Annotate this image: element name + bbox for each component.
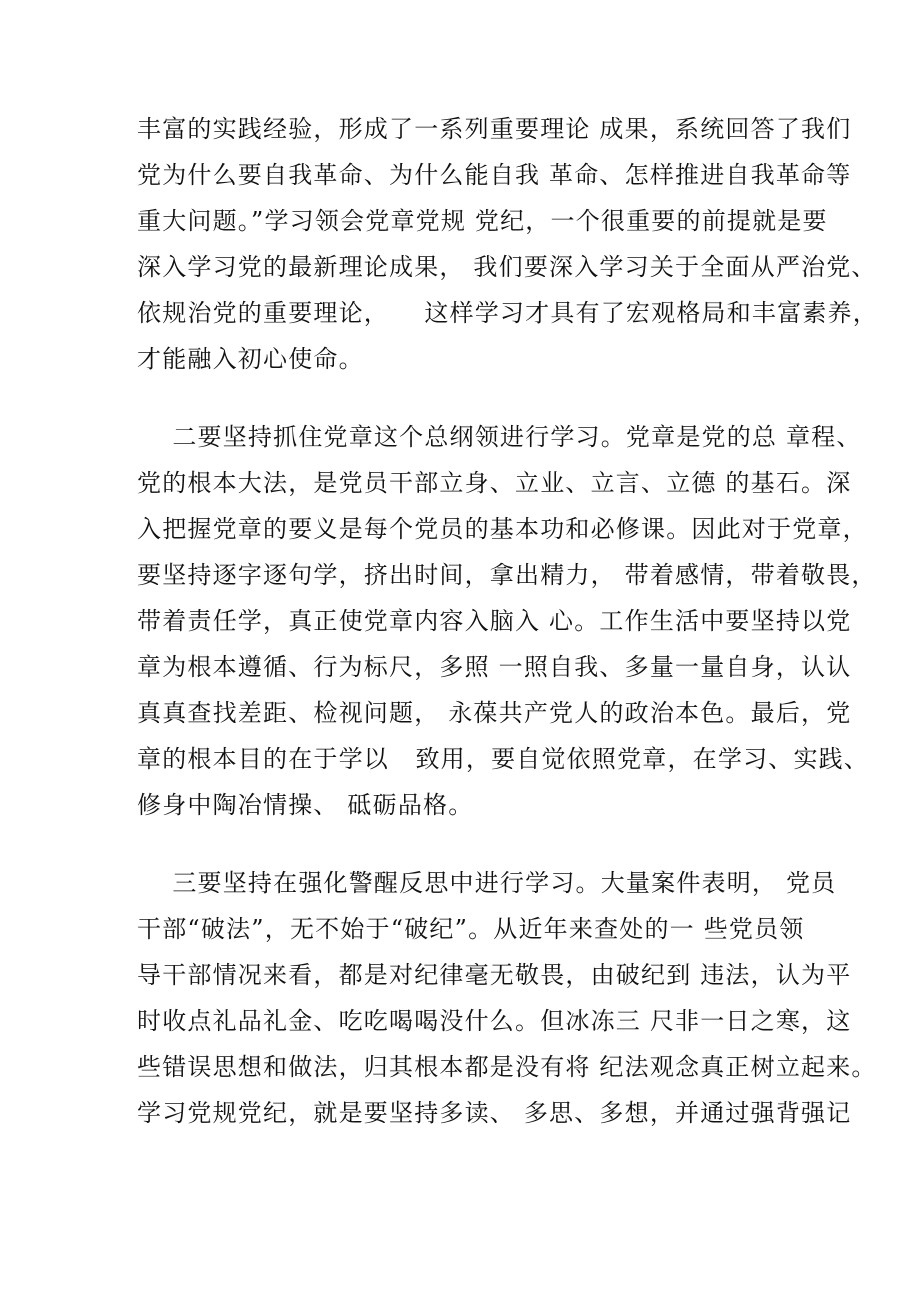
paragraph-2-line-5: 带着责任学，真正使党章内容入脑入 心。工作生活中要坚持以党 [137,607,852,635]
paragraph-1-line-5: 依规治党的重要理论， 这样学习才具有了宏观格局和丰富素养， [137,299,878,327]
paragraph-1-line-2: 党为什么要自我革命、为什么能自我 革命、怎样推进自我革命等 [137,161,852,189]
paragraph-3-line-5: 些错误思想和做法，归其根本都是没有将 纪法观念真正树立起来。 [137,1053,877,1081]
paragraph-2-line-3: 入把握党章的要义是每个党员的基本功和必修课。因此对于党章， [137,515,868,543]
paragraph-1-line-4: 深入学习党的最新理论成果， 我们要深入学习关于全面从严治党、 [137,253,877,281]
paragraph-2-line-9: 修身中陶冶情操、 砥砺品格。 [137,791,474,819]
paragraph-2-line-7: 真真查找差距、检视问题， 永葆共产党人的政治本色。最后，党 [137,699,852,727]
paragraph-1-line-3: 重大问题。”学习领会党章党规 党纪，一个很重要的前提就是要 [137,207,828,235]
paragraph-2-line-6: 章为根本遵循、行为标尺，多照 一照自我、多量一量自身，认认 [137,653,852,681]
paragraph-3-line-2: 干部“破法”，无不始于“破纪”。从近年来查处的一 些党员领 [137,915,805,943]
paragraph-2-line-2: 党的根本大法，是党员干部立身、立业、立言、立德 的基石。深 [137,469,852,497]
paragraph-2-line-4: 要坚持逐字逐句学，挤出时间，拿出精力， 带着感情，带着敬畏， [137,561,877,589]
paragraph-1-line-6: 才能融入初心使命。 [137,345,364,373]
paragraph-1-line-1: 丰富的实践经验，形成了一系列重要理论 成果，系统回答了我们 [137,115,852,143]
paragraph-3-line-1: 三要坚持在强化警醒反思中进行学习。大量案件表明， 党员 [137,869,837,897]
paragraph-2-line-1: 二要坚持抓住党章这个总纲领进行学习。党章是党的总 章程、 [137,423,862,451]
paragraph-2-line-8: 章的根本目的在于学以 致用，要自觉依照党章，在学习、实践、 [137,745,870,773]
paragraph-3-line-6: 学习党规党纪，就是要坚持多读、 多思、多想，并通过强背强记 [137,1099,852,1127]
paragraph-3-line-4: 时收点礼品礼金、吃吃喝喝没什么。但冰冻三 尺非一日之寒，这 [137,1007,852,1035]
paragraph-3-line-3: 导干部情况来看，都是对纪律毫无敬畏，由破纪到 违法，认为平 [137,961,852,989]
